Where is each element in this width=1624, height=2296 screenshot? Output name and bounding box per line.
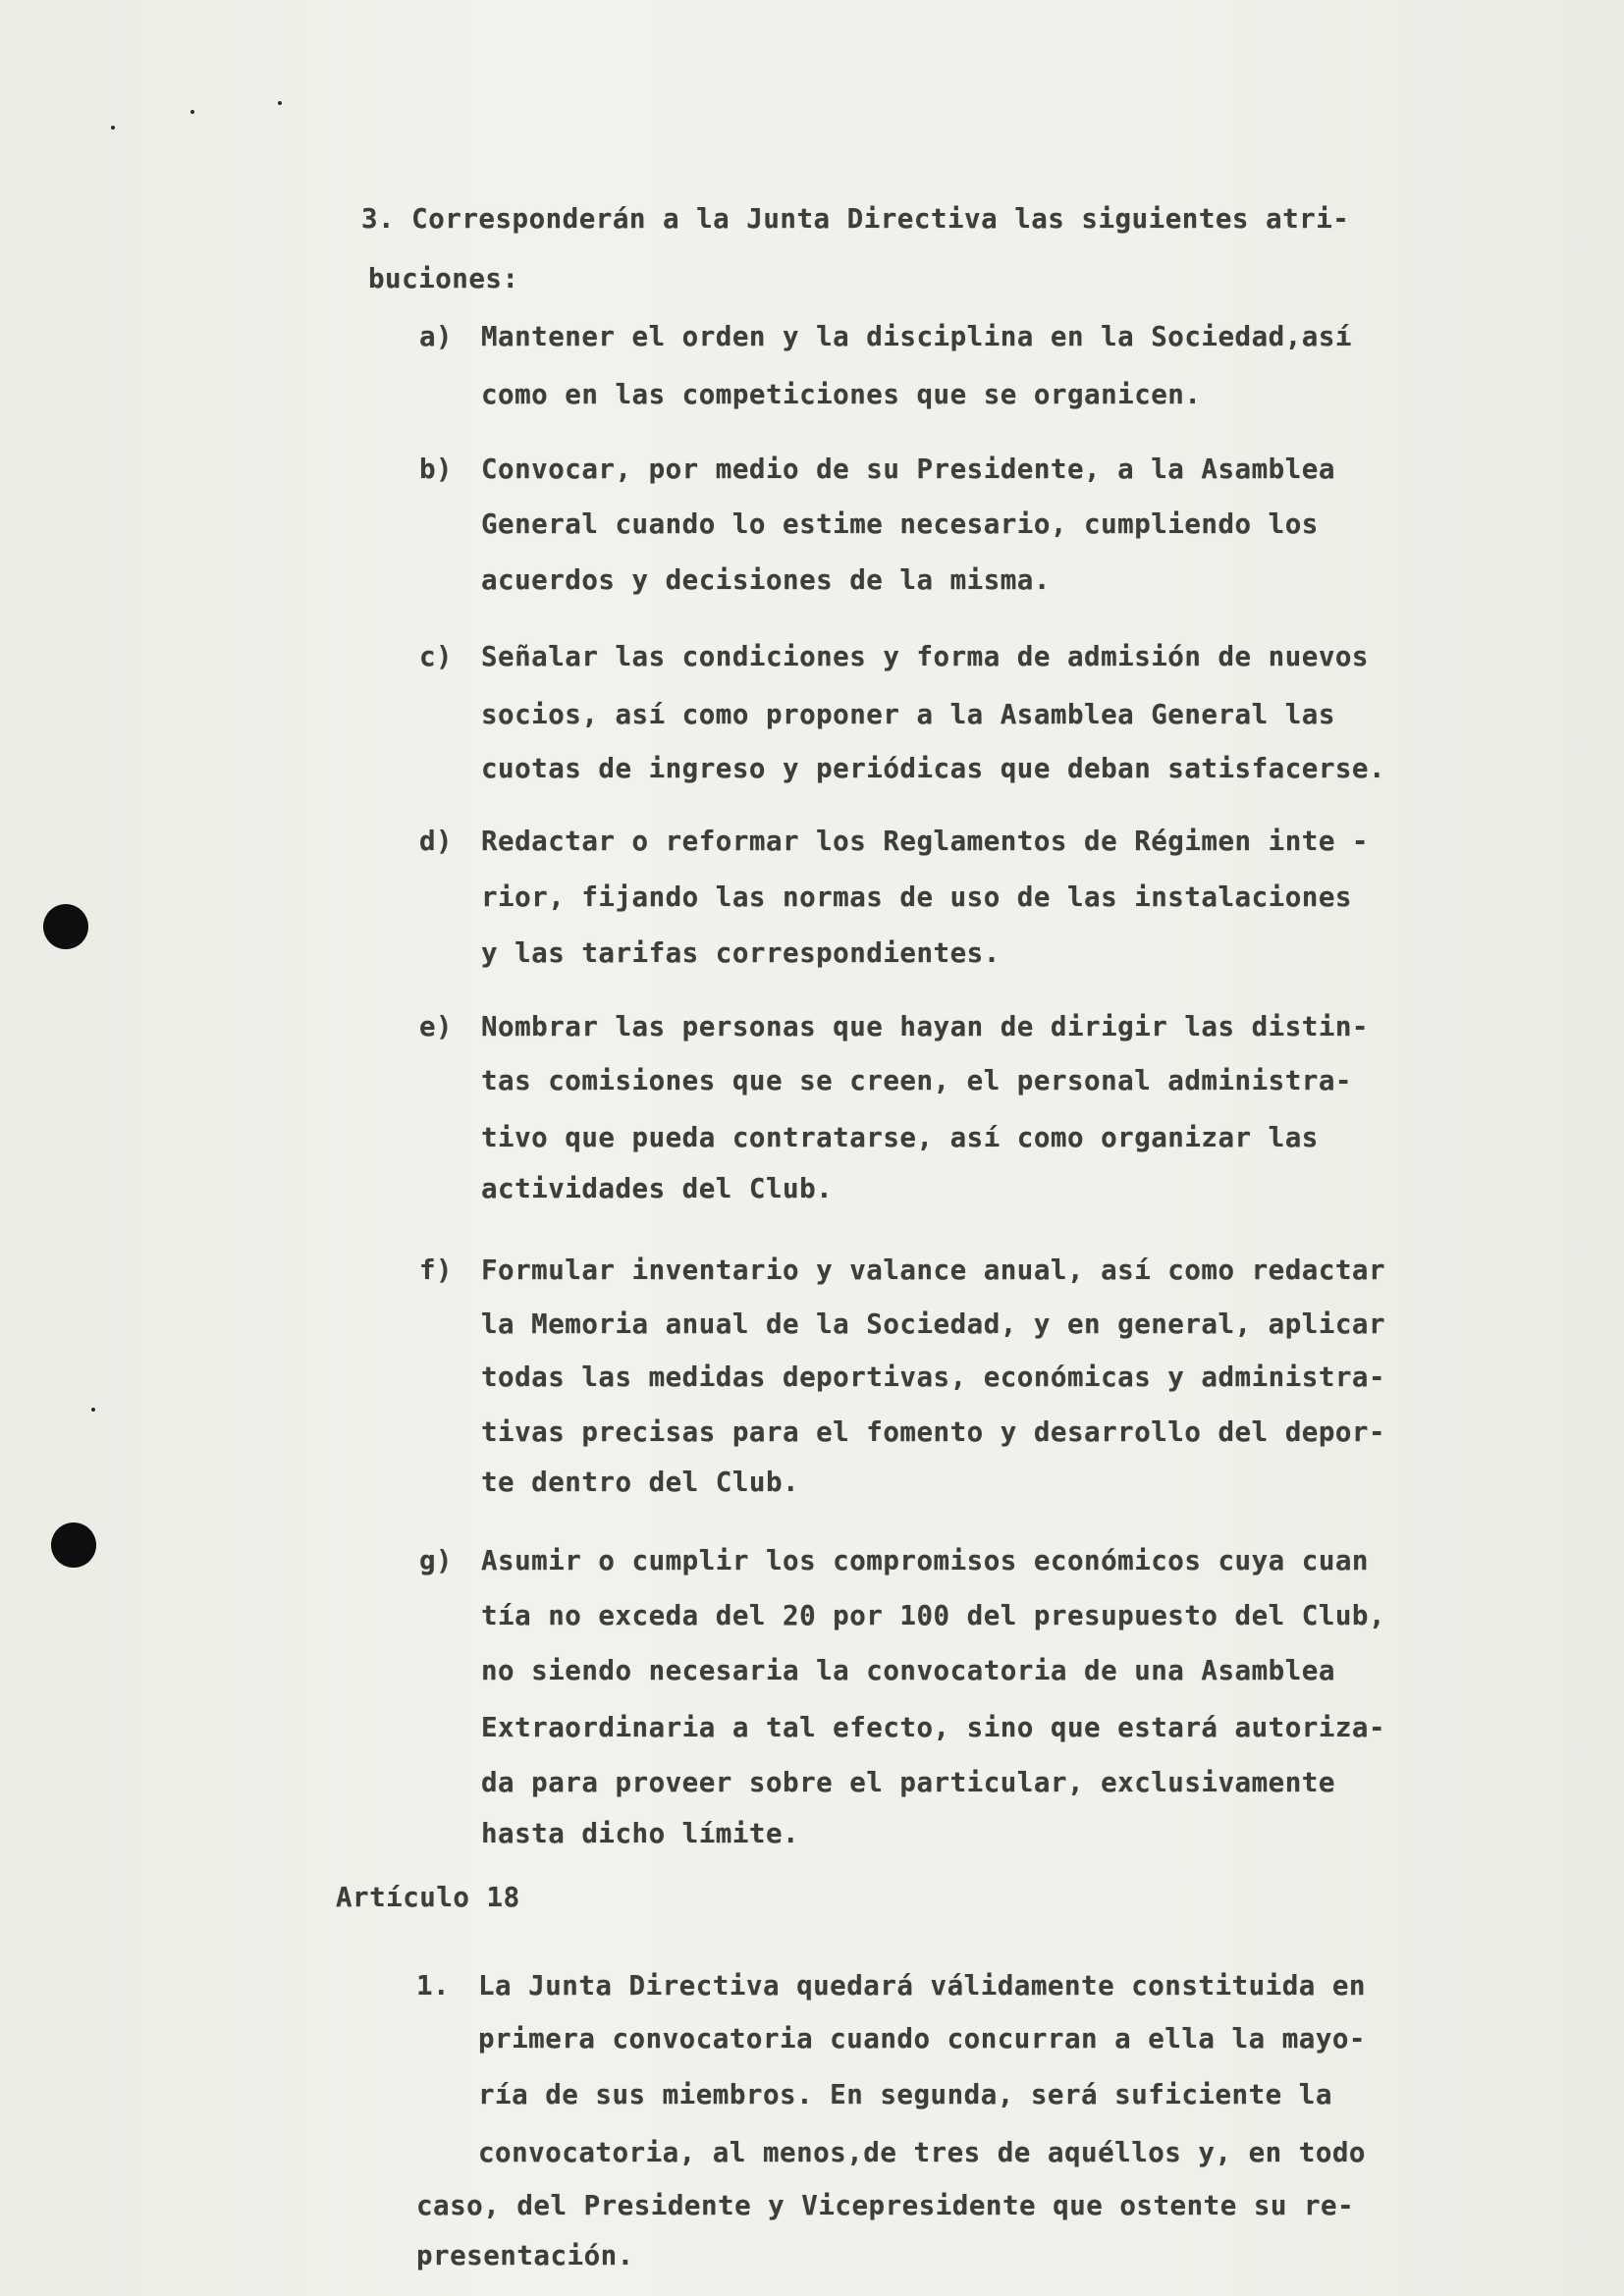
item-line: te dentro del Club. (481, 1467, 800, 1498)
item-letter: g) (419, 1545, 454, 1576)
item-line: como en las competiciones que se organicen. (481, 379, 1202, 410)
ink-speck (111, 126, 115, 130)
item-line: Formular inventario y valance anual, así como redactar (481, 1255, 1386, 1286)
punch-hole-bottom (51, 1522, 96, 1568)
item-line: General cuando lo estime necesario, cumpliendo los (481, 508, 1319, 540)
item-line: Asumir o cumplir los compromisos económicos cuya cuan (481, 1545, 1369, 1576)
paragraph-line: presentación. (416, 2240, 634, 2271)
item-line: y las tarifas correspondientes. (481, 937, 1001, 969)
section-3-line: 3. Corresponderán a la Junta Directiva las siguientes atri- (361, 203, 1350, 235)
item-line: Redactar o reformar los Reglamentos de Régimen inte - (481, 826, 1369, 857)
item-line: Convocar, por medio de su Presidente, a la Asamblea (481, 454, 1335, 485)
item-line: cuotas de ingreso y periódicas que deban satisfacerse. (481, 753, 1386, 784)
item-line: todas las medidas deportivas, económicas y administra- (481, 1362, 1386, 1393)
item-line: Nombrar las personas que hayan de dirigir las distin- (481, 1011, 1369, 1042)
paragraph-line: La Junta Directiva quedará válidamente constituida en (478, 1970, 1366, 2002)
item-line: tas comisiones que se creen, el personal administra- (481, 1065, 1352, 1096)
item-line: acuerdos y decisiones de la misma. (481, 564, 1051, 596)
section-3-line: buciones: (368, 263, 519, 294)
paragraph-line: primera convocatoria cuando concurran a ella la mayo- (478, 2023, 1366, 2055)
item-line: tivas precisas para el fomento y desarrollo del depor- (481, 1416, 1386, 1448)
item-letter: e) (419, 1011, 454, 1042)
item-line: socios, así como proponer a la Asamblea General las (481, 699, 1335, 730)
item-letter: c) (419, 641, 454, 672)
item-line: Señalar las condiciones y forma de admisión de nuevos (481, 641, 1369, 672)
item-letter: f) (419, 1255, 454, 1286)
ink-speck (190, 110, 194, 114)
paragraph-number: 1. (416, 1970, 451, 2002)
item-line: no siendo necesaria la convocatoria de una Asamblea (481, 1655, 1335, 1686)
article-heading: Artículo 18 (336, 1882, 520, 1913)
item-line: Extraordinaria a tal efecto, sino que estará autoriza- (481, 1712, 1386, 1743)
item-line: la Memoria anual de la Sociedad, y en general, aplicar (481, 1308, 1386, 1340)
item-line: tía no exceda del 20 por 100 del presupuesto del Club, (481, 1600, 1386, 1631)
item-line: rior, fijando las normas de uso de las instalaciones (481, 881, 1352, 913)
item-line: tivo que pueda contratarse, así como organizar las (481, 1122, 1319, 1153)
punch-hole-top (43, 904, 88, 949)
item-letter: a) (419, 321, 454, 352)
paragraph-line: ría de sus miembros. En segunda, será suficiente la (478, 2079, 1332, 2110)
item-line: hasta dicho límite. (481, 1818, 800, 1849)
item-line: actividades del Club. (481, 1173, 834, 1204)
item-line: da para proveer sobre el particular, exclusivamente (481, 1767, 1335, 1798)
item-letter: b) (419, 454, 454, 485)
item-letter: d) (419, 826, 454, 857)
paragraph-line: convocatoria, al menos,de tres de aquéllos y, en todo (478, 2137, 1366, 2168)
ink-speck (91, 1408, 95, 1412)
paragraph-line: caso, del Presidente y Vicepresidente que ostente su re- (416, 2190, 1355, 2221)
ink-speck (278, 101, 282, 105)
item-line: Mantener el orden y la disciplina en la Sociedad,así (481, 321, 1352, 352)
